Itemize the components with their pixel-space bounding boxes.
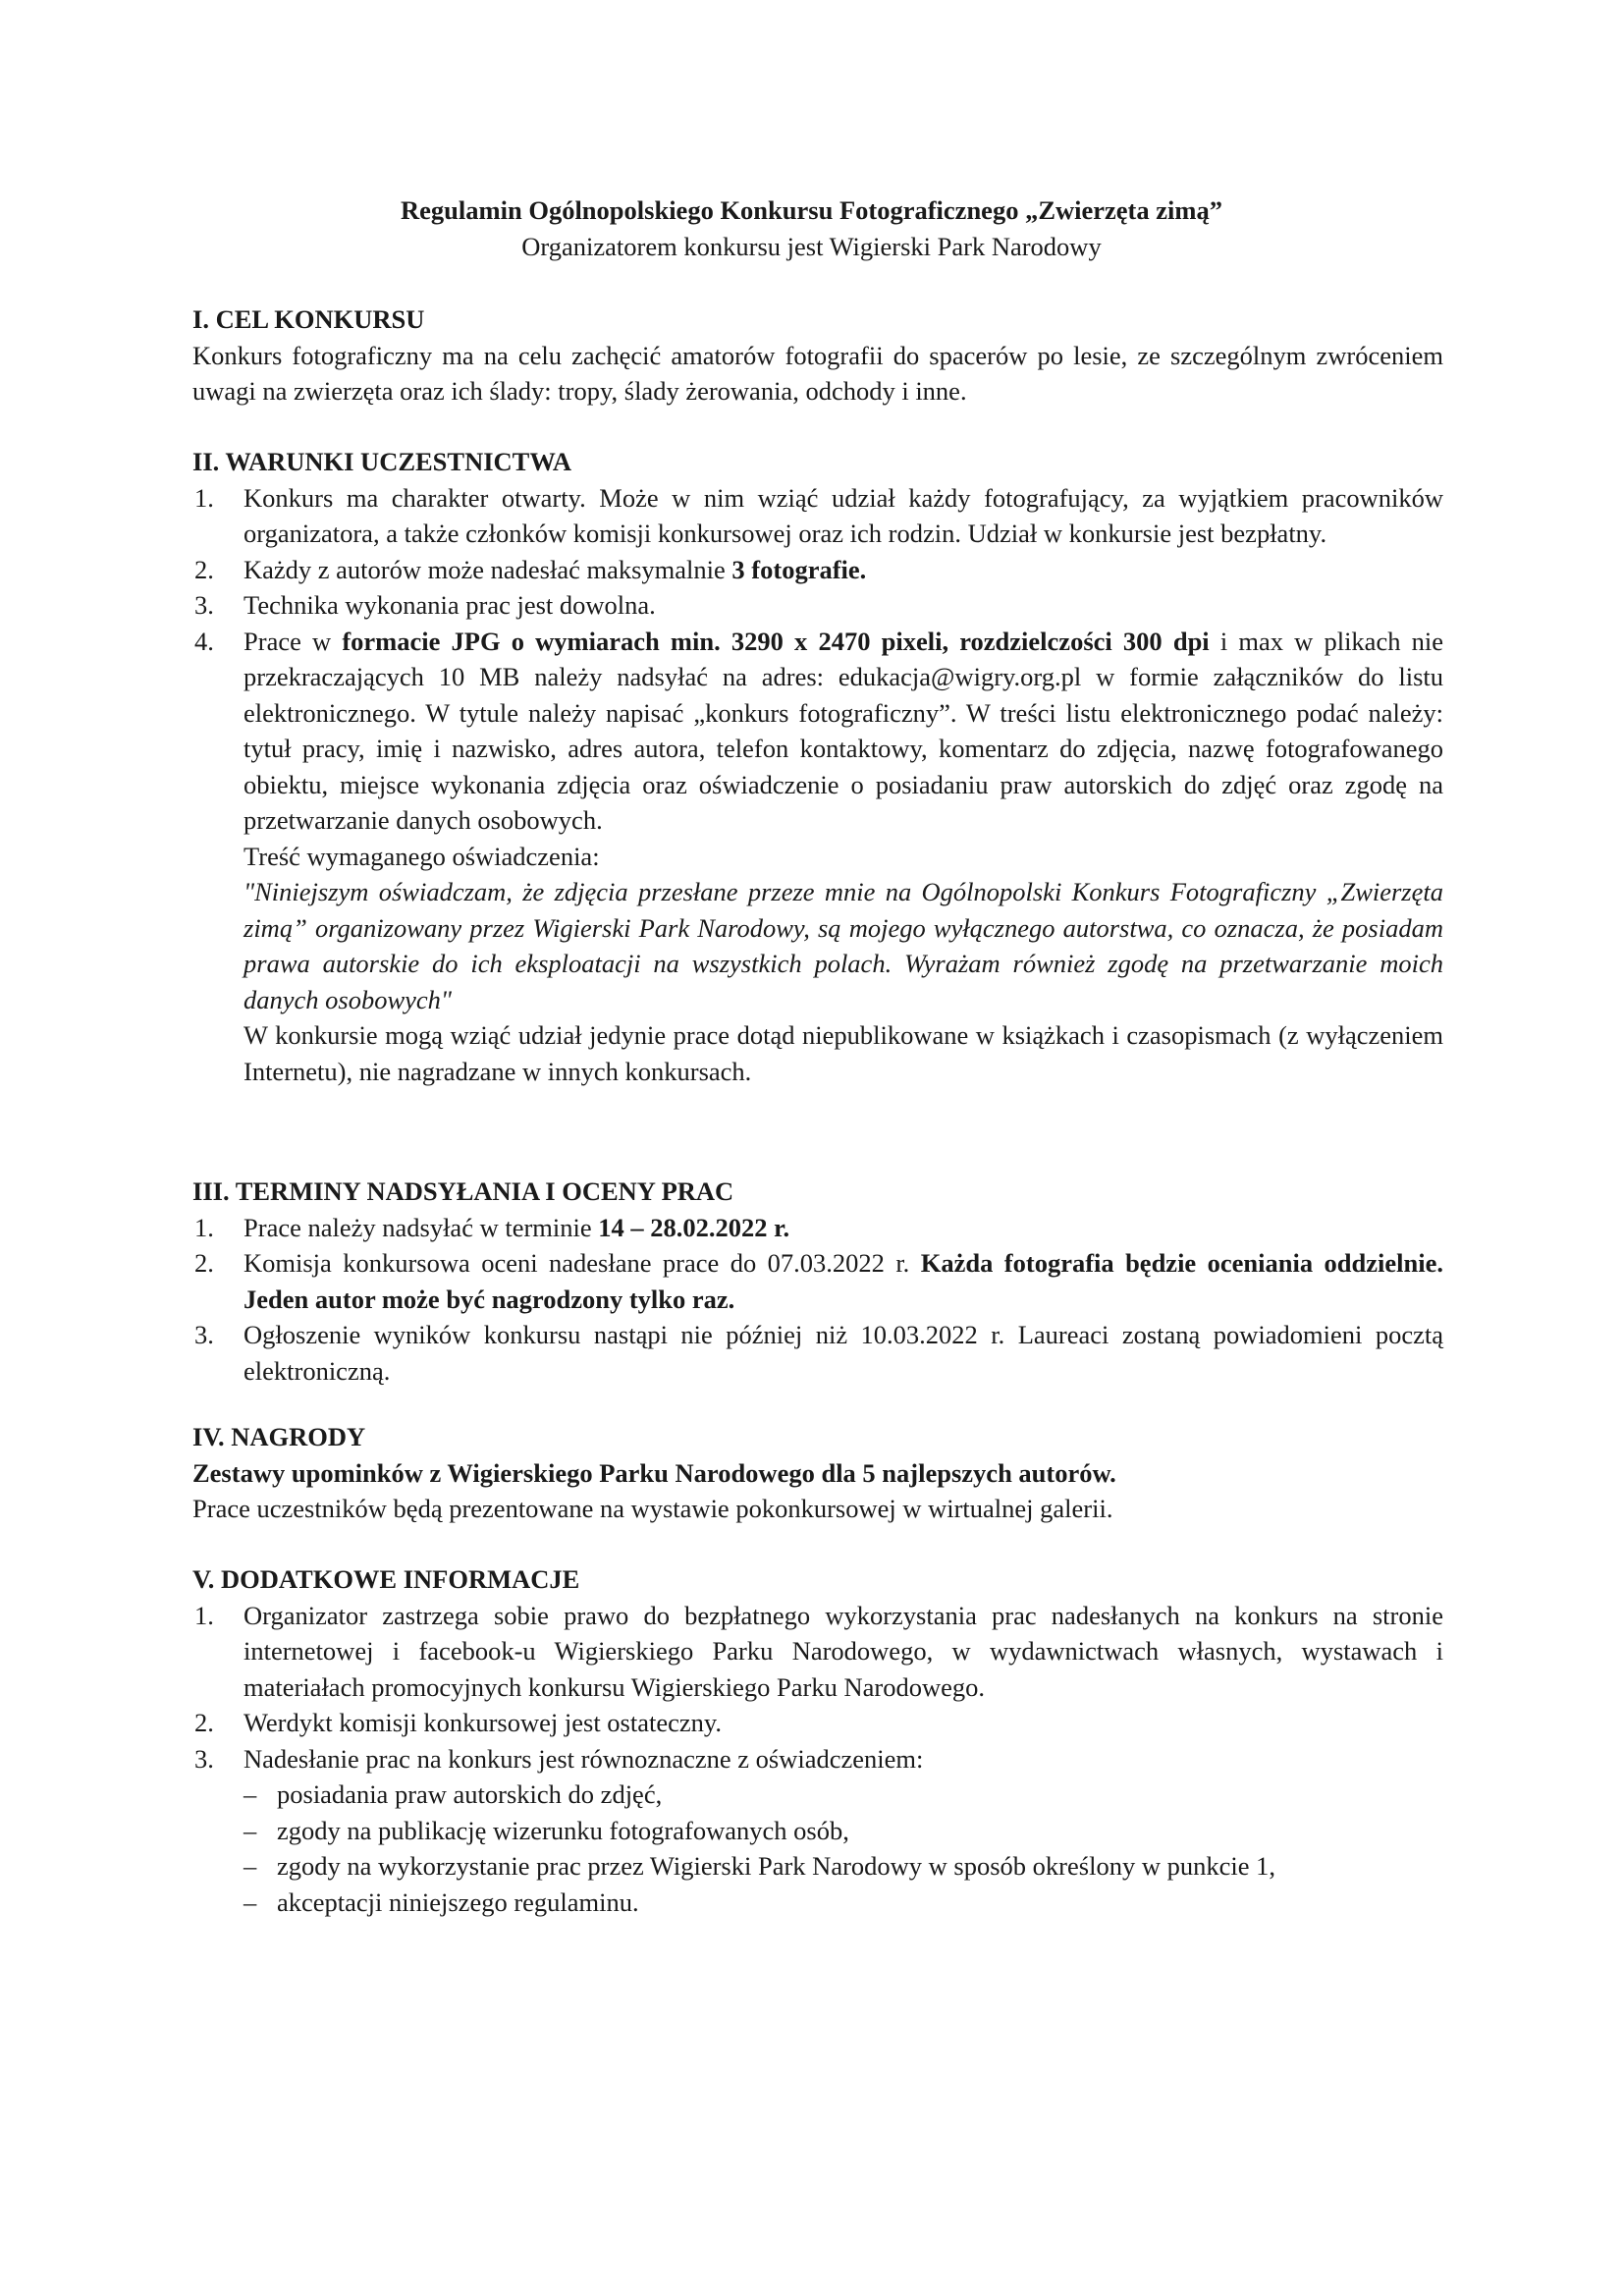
list-item-text: Prace należy nadsyłać w terminie [243,1212,599,1242]
list-number: 2. [194,1708,214,1737]
bullet-item [192,1885,1443,1921]
bullet-item [192,1813,1443,1849]
list-number: 3. [194,1743,214,1774]
section-cel-konkursu [192,301,1443,410]
list-item-text: Nadesłanie prac na konkurs jest równoznaczne z oświadczeniem: [243,1743,924,1774]
dash-marker: – [243,1851,257,1881]
list-number: 1. [194,1600,214,1630]
section-heading: IV. NAGRODY [192,1422,366,1451]
bullet-item [192,1777,1443,1813]
section-nagrody [192,1419,1443,1527]
section-warunki-uczestnictwa [192,444,1443,1089]
list-item-text: Technika wykonania prac jest dowolna. [243,590,656,620]
prizes-bold-line: Zestawy upominków z Wigierskiego Parku Narodowego dla 5 najlepszych autorów. [192,1457,1116,1488]
eligibility-note: W konkursie mogą wziąć udział jedynie prace dotąd niepublikowane w książkach i czasopismach (z wyłączeniem Internetu), nie nagradzane w innych konkursach. [243,1020,1443,1086]
list-number: 4. [194,626,214,656]
list-item-emphasis: formacie JPG o wymiarach min. 3290 x 2470 pixeli, rozdzielczości 300 dpi [342,626,1210,656]
list-item-emphasis-end: . [859,554,867,584]
list-item-text: Organizator zastrzega sobie prawo do bezpłatnego wykorzystania prac nadesłanych na konkurs na stronie internetowej i facebook-u Wigierskiego Parku Narodowego, w wydawnictwach własnych, wystawach i materiałach promocyjnych konkursu Wigierskiego Parku Narodowego. [243,1600,1443,1702]
document-subtitle: Organizatorem konkursu jest Wigierski Park Narodowy [521,231,1102,261]
list-item [192,1741,1443,1777]
list-item-text: Prace w [243,626,343,656]
dash-marker: – [243,1779,257,1809]
section-heading: V. DODATKOWE INFORMACJE [192,1564,580,1594]
dash-marker: – [243,1815,257,1845]
list-number: 1. [194,1212,214,1242]
document-title: Regulamin Ogólnopolskiego Konkursu Fotograficznego „Zwierzęta zimą” [401,195,1222,225]
bullet-item [192,1848,1443,1885]
conditions-list [192,480,1443,839]
list-number: 2. [194,554,214,584]
section-heading: I. CEL KONKURSU [192,304,425,334]
list-item-text: Werdykt komisji konkursowej jest ostateczny. [243,1708,723,1737]
list-item [192,624,1443,839]
list-item-text-cont: i max w plikach nie przekraczających 10 MB należy nadsyłać na adres: edukacja@wigry.org.pl w formie załączników do listu elektronicznego. W tytule należy napisać „konkurs fotograficzny”. W treści listu elektronicznego podać należy: tytuł pracy, imię i nazwisko, adres autora, telefon kontaktowy, komentarz do zdjęcia, nazwę fotografowanego obiektu, miejsce wykonania zdjęcia oraz oświadczenie o posiadaniu praw autorskich do zdjęć oraz zgodę na przetwarzanie danych osobowych. [243,626,1443,835]
section-heading: II. WARUNKI UCZESTNICTWA [192,447,572,476]
dash-marker: – [243,1886,257,1917]
declaration-text: "Niniejszym oświadczam, że zdjęcia przesłane przeze mnie na Ogólnopolski Konkurs Fotograficzny „Zwierzęta zimą” organizowany przez Wigierski Park Narodowy, są mojego wyłącznego autorstwa, co oznacza, że posiadam prawa autorskie do ich eksploatacji na wszystkich polach. Wyrażam również zgodę na przetwarzanie moich danych osobowych" [243,877,1443,1014]
section-dodatkowe-informacje [192,1561,1443,1920]
deadlines-list [192,1210,1443,1390]
bullet-text: zgody na publikację wizerunku fotografowanych osób, [277,1815,849,1845]
list-item-text: Ogłoszenie wyników konkursu nastąpi nie później niż 10.03.2022 r. Laureaci zostaną powiadomieni pocztą elektroniczną. [243,1320,1443,1386]
bullet-text: posiadania praw autorskich do zdjęć, [277,1779,663,1809]
list-item [192,480,1443,552]
list-number: 3. [194,590,214,620]
list-item-text: Komisja konkursowa oceni nadesłane prace do 07.03.2022 r. [243,1248,921,1278]
list-item [192,1210,1443,1246]
list-item [192,1317,1443,1389]
document-header [0,192,1623,264]
additional-info-list [192,1598,1443,1777]
list-item [192,1705,1443,1741]
section-heading: III. TERMINY NADSYŁANIA I OCENY PRAC [192,1176,734,1206]
section-text: Prace uczestników będą prezentowane na wystawie pokonkursowej w wirtualnej galerii. [192,1494,1113,1523]
list-number: 2. [194,1248,214,1278]
list-item-emphasis: Każda fotografia będzie oceniania oddzielnie. Jeden autor może być nagrodzony tylko raz. [243,1248,1443,1314]
list-item [192,552,1443,588]
bullet-text: zgody na wykorzystanie prac przez Wigierski Park Narodowy w sposób określony w punkcie 1, [277,1851,1275,1881]
list-number: 1. [194,482,214,513]
list-item [192,1598,1443,1706]
list-item-text: Konkurs ma charakter otwarty. Może w nim wziąć udział każdy fotografujący, za wyjątkiem pracowników organizatora, a także członków komisji konkursowej oraz ich rodzin. Udział w konkursie jest bezpłatny. [243,482,1443,548]
declaration-label: Treść wymaganego oświadczenia: [243,841,600,871]
section-text: Konkurs fotograficzny ma na celu zachęcić amatorów fotografii do spacerów po lesie, ze szczególnym zwróceniem uwagi na zwierzęta oraz ich ślady: tropy, ślady żerowania, odchody i inne. [192,340,1443,406]
bullet-text: akceptacji niniejszego regulaminu. [277,1886,639,1917]
list-number: 3. [194,1320,214,1349]
section-terminy [192,1174,1443,1389]
list-item [192,587,1443,624]
list-item-text: Każdy z autorów może nadesłać maksymalnie [243,554,732,584]
list-item [192,1245,1443,1317]
list-item-emphasis: 3 fotografie [731,554,860,584]
list-item-emphasis: 14 – 28.02.2022 r. [598,1212,790,1242]
